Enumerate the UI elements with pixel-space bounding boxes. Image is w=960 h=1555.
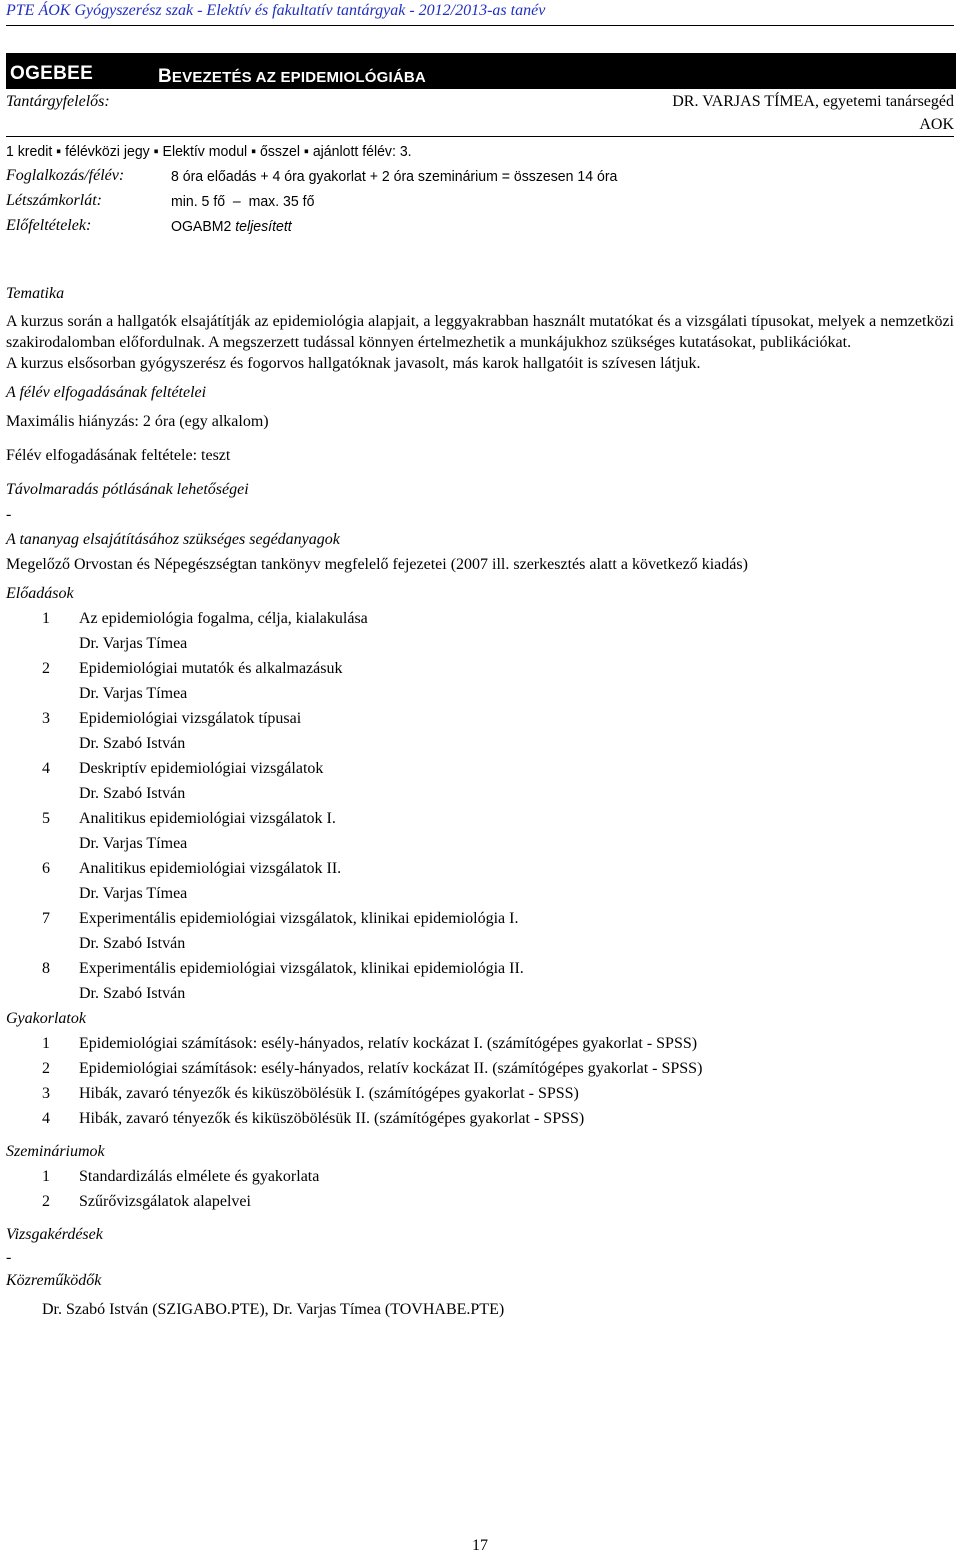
item-title: Standardizálás elmélete és gyakorlata [79,1168,320,1185]
materials-value: Megelőző Orvostan és Népegészségtan tankönyv megfelelő fejezetei (2007 ill. szerkesztés alatt a következő kiadás) [6,556,748,573]
list-item [6,1166,954,1187]
item-number: 4 [42,760,50,777]
item-title: Experimentális epidemiológiai vizsgálatok, klinikai epidemiológia I. [79,910,519,927]
item-title: Hibák, zavaró tényezők és kiküszöbölésük I. (számítógépes gyakorlat - SPSS) [79,1085,579,1102]
list-item [6,758,954,779]
list-item [6,858,954,879]
practicals-list [6,1033,954,1129]
tematika-paragraph-1: A kurzus során a hallgatók elsajátítják az epidemiológia alapjait, a leggyakrabban használt mutatókat és a vizsgálati típusokat, melyek a nemzetközi szakirodalomban előfordulnak. A megszerzett tudással könnyen értelmezhetik a munkájukhoz szükséges kutatásokat, publikációkat. [6,313,954,351]
acceptance-absence: Maximális hiányzás: 2 óra (egy alkalom) [6,413,269,430]
exam-value: - [6,1249,12,1266]
lecture-author: Dr. Varjas Tímea [79,835,188,852]
tematika-paragraph-2: A kurzus elsősorban gyógyszerész és fogorvos hallgatóknak javasolt, más karok hallgatóit is szívesen látjuk. [6,355,701,372]
item-title: Epidemiológiai vizsgálatok típusai [79,710,302,727]
contributors-value: Dr. Szabó István (SZIGABO.PTE), Dr. Varjas Tímea (TOVHABE.PTE) [42,1301,505,1318]
item-number: 8 [42,960,50,977]
seminars-title: Szemináriumok [6,1143,105,1160]
page-number: 17 [472,1537,488,1554]
course-title-rest: EVEZETÉS AZ EPIDEMIOLÓGIÁBA [171,69,426,86]
item-number: 7 [42,910,50,927]
responsible-person [672,93,954,111]
lecture-author: Dr. Szabó István [79,785,186,802]
lecture-author: Dr. Szabó István [79,985,186,1002]
prereq-value [171,218,292,235]
list-item [6,958,954,979]
header-rule [6,25,954,26]
limit-label: Létszámkorlát: [6,192,102,209]
responsible-name: VARJAS TÍMEA [702,93,815,110]
item-number: 2 [42,660,50,677]
acceptance-condition: Félév elfogadásának feltétele: teszt [6,447,231,464]
prereq-status: teljesített [235,218,292,235]
responsible-role: , egyetemi tanársegéd [814,93,954,110]
list-item [6,658,954,679]
item-number: 2 [42,1193,50,1210]
item-title: Epidemiológiai számítások: esély-hányados, relatív kockázat I. (számítógépes gyakorlat - SPSS) [79,1035,698,1052]
seminars-list [6,1166,954,1212]
item-title: Experimentális epidemiológiai vizsgálatok, klinikai epidemiológia II. [79,960,524,977]
list-item [6,808,954,829]
hours-label: Foglalkozás/félév: [6,167,125,184]
list-item [6,1033,954,1054]
list-item [6,608,954,629]
item-title: Hibák, zavaró tényezők és kiküszöbölésük II. (számítógépes gyakorlat - SPSS) [79,1110,585,1127]
item-number: 1 [42,1168,50,1185]
lecture-author: Dr. Varjas Tímea [79,685,188,702]
course-title [158,66,426,88]
course-banner [6,53,956,89]
item-title: Az epidemiológia fogalma, célja, kialakulása [79,610,368,627]
item-title: Analitikus epidemiológiai vizsgálatok II. [79,860,342,877]
limit-value: min. 5 fő – max. 35 fő [171,193,315,210]
materials-title: A tananyag elsajátításához szükséges segédanyagok [6,531,340,548]
item-title: Analitikus epidemiológiai vizsgálatok I. [79,810,336,827]
running-header: PTE ÁOK Gyógyszerész szak - Elektív és fakultatív tantárgyak - 2012/2013-as tanév [6,2,546,19]
list-item [6,1083,954,1104]
lecture-author: Dr. Szabó István [79,935,186,952]
absence-title: Távolmaradás pótlásának lehetőségei [6,481,249,498]
responsible-label: Tantárgyfelelős: [6,93,110,110]
responsible-prefix: DR. [672,93,703,110]
item-number: 6 [42,860,50,877]
item-title: Epidemiológiai mutatók és alkalmazásuk [79,660,343,677]
exam-title: Vizsgakérdések [6,1226,103,1243]
item-number: 1 [42,610,50,627]
summary-line: 1 kredit ▪ félévközi jegy ▪ Elektív modul ▪ ősszel ▪ ajánlott félév: 3. [6,143,412,160]
lecture-author: Dr. Szabó István [79,735,186,752]
item-title: Szűrővizsgálatok alapelvei [79,1193,251,1210]
list-item [6,1108,954,1129]
course-title-initial: B [158,66,172,87]
item-number: 4 [42,1110,50,1127]
lecture-author: Dr. Varjas Tímea [79,635,188,652]
tematika-title: Tematika [6,285,65,302]
item-title: Deskriptív epidemiológiai vizsgálatok [79,760,324,777]
item-number: 3 [42,1085,50,1102]
prereq-label: Előfeltételek: [6,217,92,234]
item-number: 2 [42,1060,50,1077]
lectures-list [6,608,954,1004]
item-number: 1 [42,1035,50,1052]
course-content [6,283,954,1320]
list-item [6,1058,954,1079]
responsible-org: AOK [919,116,954,133]
acceptance-title: A félév elfogadásának feltételei [6,384,207,401]
info-rule [6,136,954,137]
lecture-author: Dr. Varjas Tímea [79,885,188,902]
contributors-title: Közreműködők [6,1272,102,1289]
item-title: Epidemiológiai számítások: esély-hányados, relatív kockázat II. (számítógépes gyakorlat - SPSS) [79,1060,703,1077]
list-item [6,908,954,929]
course-code: OGEBEE [10,63,94,84]
lectures-title: Előadások [6,585,74,602]
item-number: 5 [42,810,50,827]
list-item [6,1191,954,1212]
practicals-title: Gyakorlatok [6,1010,86,1027]
item-number: 3 [42,710,50,727]
hours-value: 8 óra előadás + 4 óra gyakorlat + 2 óra szeminárium = összesen 14 óra [171,168,618,185]
list-item [6,708,954,729]
prereq-code: OGABM2 [171,218,236,235]
absence-value: - [6,506,12,523]
